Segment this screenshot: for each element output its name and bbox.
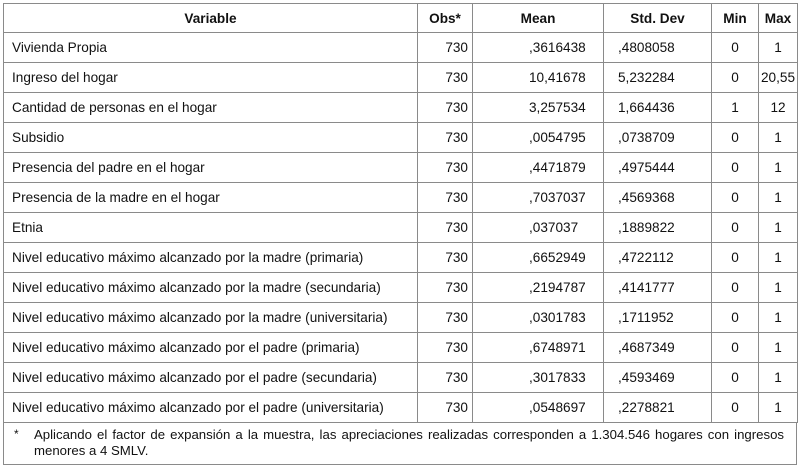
cell-max: 20,55 (759, 63, 798, 93)
cell-std-dev: ,4593469 (604, 363, 712, 393)
cell-variable: Nivel educativo máximo alcanzado por el padre (primaria) (4, 333, 418, 363)
cell-std-dev: ,0738709 (604, 123, 712, 153)
cell-variable: Nivel educativo máximo alcanzado por el padre (secundaria) (4, 363, 418, 393)
header-max: Max (759, 4, 798, 33)
cell-obs: 730 (418, 153, 473, 183)
cell-min: 0 (712, 303, 759, 333)
cell-min: 0 (712, 333, 759, 363)
footnote-marker: * (14, 427, 19, 441)
cell-obs: 730 (418, 333, 473, 363)
cell-variable: Presencia del padre en el hogar (4, 153, 418, 183)
cell-obs: 730 (418, 33, 473, 63)
cell-max: 1 (759, 183, 798, 213)
table-row (4, 363, 798, 393)
cell-std-dev: 1,664436 (604, 93, 712, 123)
table-row (4, 303, 798, 333)
cell-mean: 3,257534 (473, 93, 604, 123)
cell-obs: 730 (418, 303, 473, 333)
cell-min: 0 (712, 393, 759, 423)
cell-obs: 730 (418, 123, 473, 153)
table-row (4, 243, 798, 273)
table-row (4, 123, 798, 153)
cell-max: 1 (759, 243, 798, 273)
header-variable: Variable (4, 4, 418, 33)
cell-min: 0 (712, 213, 759, 243)
table-row (4, 63, 798, 93)
cell-max: 1 (759, 333, 798, 363)
table-row (4, 273, 798, 303)
cell-obs: 730 (418, 363, 473, 393)
header-min: Min (712, 4, 759, 33)
cell-mean: ,6652949 (473, 243, 604, 273)
cell-min: 0 (712, 63, 759, 93)
cell-std-dev: ,4141777 (604, 273, 712, 303)
cell-std-dev: ,4569368 (604, 183, 712, 213)
table-body (4, 33, 798, 423)
table-row (4, 333, 798, 363)
cell-max: 1 (759, 393, 798, 423)
cell-max: 1 (759, 363, 798, 393)
cell-max: 1 (759, 33, 798, 63)
cell-variable: Vivienda Propia (4, 33, 418, 63)
cell-obs: 730 (418, 393, 473, 423)
cell-std-dev: ,4687349 (604, 333, 712, 363)
cell-max: 1 (759, 213, 798, 243)
cell-variable: Subsidio (4, 123, 418, 153)
cell-obs: 730 (418, 213, 473, 243)
header-std-dev: Std. Dev (604, 4, 712, 33)
cell-obs: 730 (418, 63, 473, 93)
cell-variable: Nivel educativo máximo alcanzado por la madre (primaria) (4, 243, 418, 273)
cell-obs: 730 (418, 243, 473, 273)
cell-obs: 730 (418, 93, 473, 123)
cell-variable: Nivel educativo máximo alcanzado por la madre (secundaria) (4, 273, 418, 303)
cell-mean: ,0548697 (473, 393, 604, 423)
cell-mean: ,3616438 (473, 33, 604, 63)
cell-std-dev: ,4808058 (604, 33, 712, 63)
cell-mean: ,0301783 (473, 303, 604, 333)
cell-std-dev: ,4722112 (604, 243, 712, 273)
header-mean: Mean (473, 4, 604, 33)
cell-mean: ,4471879 (473, 153, 604, 183)
cell-obs: 730 (418, 183, 473, 213)
cell-min: 0 (712, 33, 759, 63)
cell-variable: Etnia (4, 213, 418, 243)
table-row (4, 153, 798, 183)
cell-variable: Nivel educativo máximo alcanzado por el padre (universitaria) (4, 393, 418, 423)
cell-min: 0 (712, 243, 759, 273)
cell-mean: ,7037037 (473, 183, 604, 213)
cell-mean: ,0054795 (473, 123, 604, 153)
cell-min: 0 (712, 363, 759, 393)
table-row (4, 393, 798, 423)
cell-std-dev: ,1711952 (604, 303, 712, 333)
cell-std-dev: ,2278821 (604, 393, 712, 423)
table-row (4, 183, 798, 213)
cell-mean: ,6748971 (473, 333, 604, 363)
cell-max: 1 (759, 273, 798, 303)
cell-min: 0 (712, 123, 759, 153)
summary-statistics-table (3, 3, 798, 423)
cell-mean: 10,41678 (473, 63, 604, 93)
cell-std-dev: ,4975444 (604, 153, 712, 183)
cell-min: 1 (712, 93, 759, 123)
cell-variable: Cantidad de personas en el hogar (4, 93, 418, 123)
cell-max: 1 (759, 123, 798, 153)
cell-max: 12 (759, 93, 798, 123)
cell-mean: ,037037 (473, 213, 604, 243)
cell-std-dev: 5,232284 (604, 63, 712, 93)
cell-min: 0 (712, 273, 759, 303)
table-row (4, 93, 798, 123)
header-obs: Obs* (418, 4, 473, 33)
cell-mean: ,2194787 (473, 273, 604, 303)
footnote-text: Aplicando el factor de expansión a la muestra, las apreciaciones realizadas corresponden a 1.304.546 hogares con ingresos menores a 4 SMLV. (34, 427, 784, 458)
cell-std-dev: ,1889822 (604, 213, 712, 243)
cell-min: 0 (712, 153, 759, 183)
table-row (4, 213, 798, 243)
cell-min: 0 (712, 183, 759, 213)
cell-variable: Ingreso del hogar (4, 63, 418, 93)
table-row (4, 33, 798, 63)
cell-max: 1 (759, 303, 798, 333)
cell-obs: 730 (418, 273, 473, 303)
cell-variable: Presencia de la madre en el hogar (4, 183, 418, 213)
table-footnote (3, 422, 797, 465)
table-header-row (4, 4, 798, 33)
cell-variable: Nivel educativo máximo alcanzado por la madre (universitaria) (4, 303, 418, 333)
cell-mean: ,3017833 (473, 363, 604, 393)
cell-max: 1 (759, 153, 798, 183)
